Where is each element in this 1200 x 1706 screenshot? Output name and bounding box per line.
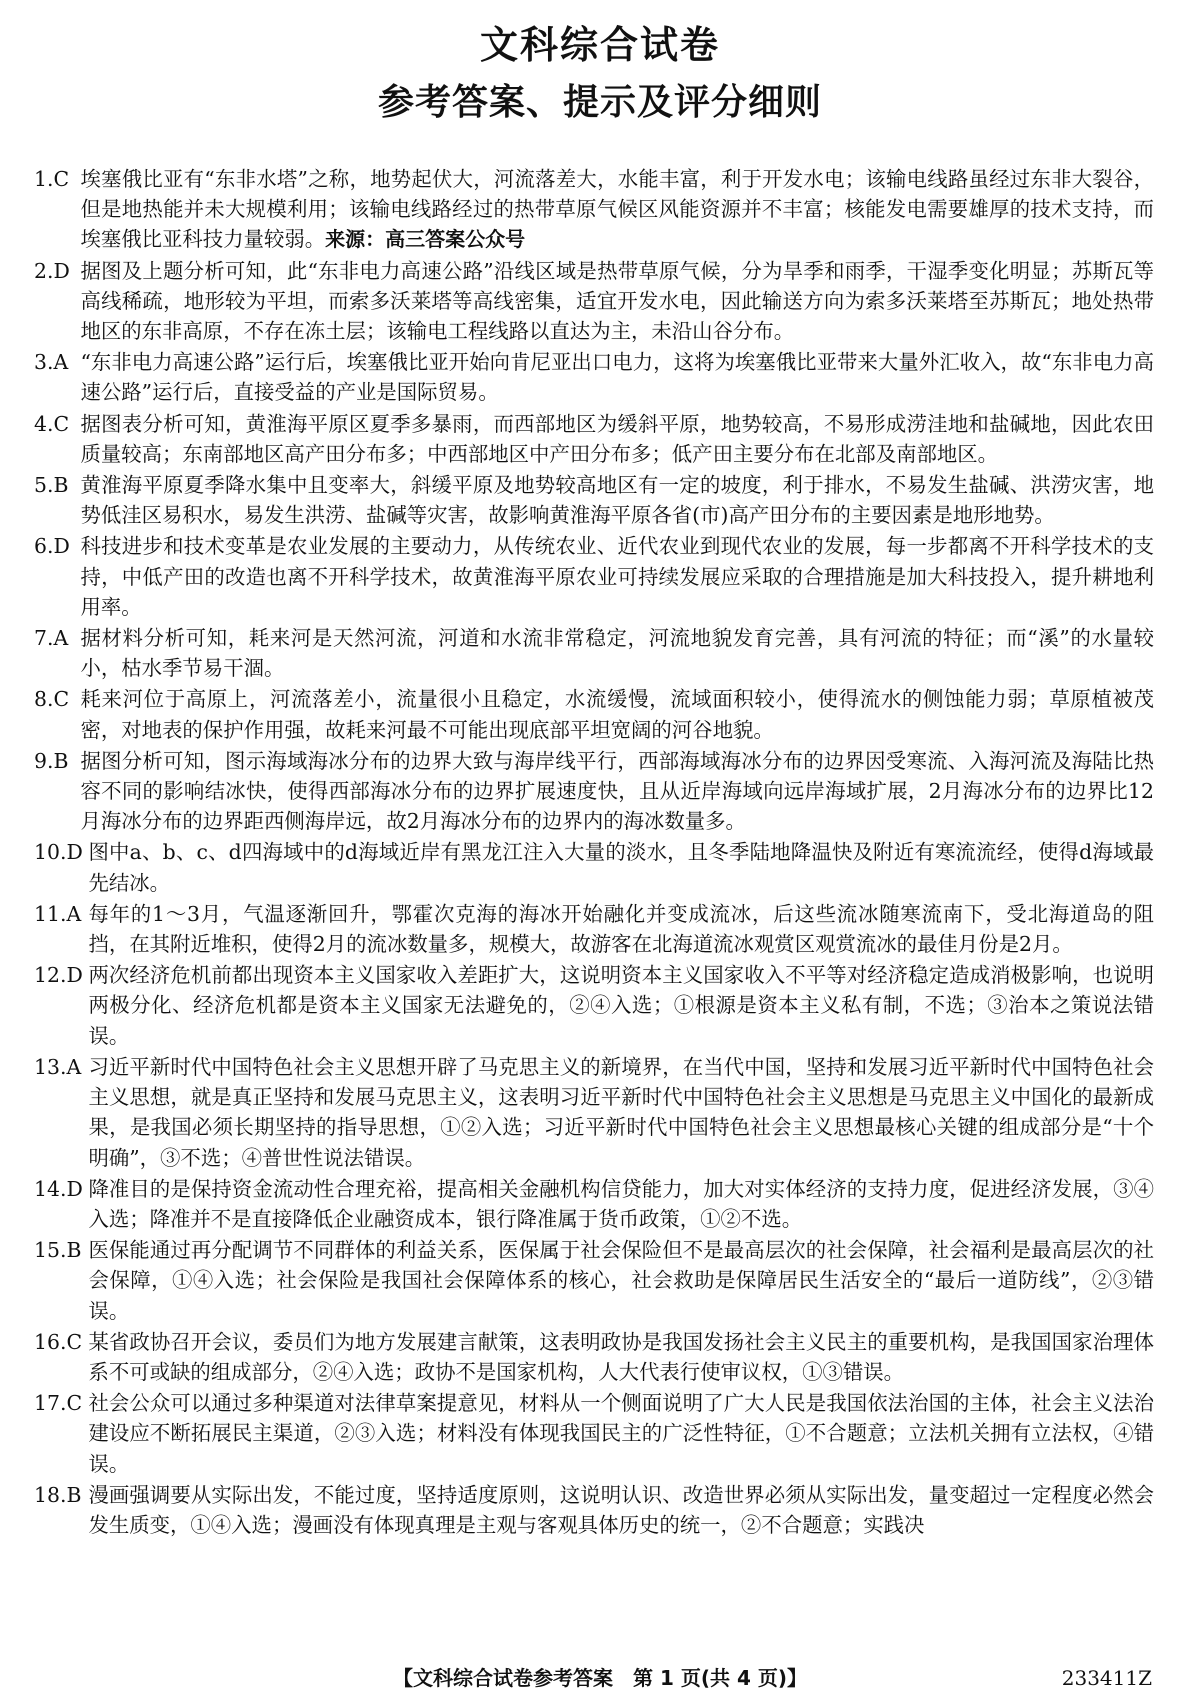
- source-note: 来源：高三答案公众号: [325, 227, 526, 252]
- page-title: 文科综合试卷: [479, 23, 720, 67]
- answer-item: [34, 164, 1154, 255]
- answer-letter: B: [53, 473, 69, 498]
- answer-text: 习近平新时代中国特色社会主义思想开辟了马克思主义的新境界，在当代中国，坚持和发展习近平新时代中国特色社会主义思想，就是真正坚持和发展马克思主义，这表明习近平新时代中国特色社会主义思想是马克思主义中国化的最新成果，是我国必须长期坚持的指导思想，①②入选；习近平新时代中国特色社会主义思想最核心关键的组成部分是“十个明确”，③不选；④普世性说法错误。: [88, 1054, 1154, 1170]
- answer-explanation: [80, 256, 1154, 347]
- answer-letter: C: [66, 1391, 83, 1416]
- footer-code: 233411Z: [1061, 1666, 1152, 1690]
- answer-explanation: [88, 1480, 1154, 1540]
- answer-number: 6.: [34, 534, 54, 559]
- answer-explanation: [80, 746, 1154, 837]
- answer-letter: A: [66, 1054, 82, 1079]
- answer-explanation: [88, 960, 1154, 1051]
- answer-text: 医保能通过再分配调节不同群体的利益关系，医保属于社会保险但不是最高层次的社会保障，社会福利是最高层次的社会保障，①④入选；社会保险是我国社会保障体系的核心，社会救助是保障居民生活安全的“最后一道防线”，②③错误。: [88, 1238, 1154, 1323]
- answer-letter: D: [53, 258, 70, 283]
- answer-item: [34, 1174, 1154, 1234]
- answer-text: 科技进步和技术变革是农业发展的主要动力，从传统农业、近代农业到现代农业的发展，每一步都离不开科学技术的支持，中低产田的改造也离不开科学技术，故黄淮海平原农业可持续发展应采取的合理措施是加大科技投入，提升耕地利用率。: [80, 534, 1154, 619]
- answer-text: 据图及上题分析可知，此“东非电力高速公路”沿线区域是热带草原气候，分为旱季和雨季，干湿季变化明显；苏斯瓦等高线稀疏，地形较为平坦，而索多沃莱塔等高线密集，适宜开发水电，因此输送方向为索多沃莱塔至苏斯瓦；地处热带地区的东非高原，不存在冻土层；该输电工程线路以直达为主，未沿山谷分布。: [80, 258, 1154, 344]
- answer-text: 黄淮海平原夏季降水集中且变率大，斜缓平原及地势较高地区有一定的坡度，利于排水，不易发生盐碱、洪涝灾害，地势低洼区易积水，易发生洪涝、盐碱等灾害，故影响黄淮海平原各省(市)高产田分布的主要因素是地形地势。: [80, 473, 1154, 528]
- answer-item: [34, 347, 1154, 407]
- answer-number: 1.: [34, 167, 54, 191]
- answer-text: 图中a、b、c、d四海域中的d海域近岸有黑龙江注入大量的淡水，且冬季陆地降温快及附近有寒流流经，使得d海域最先结冰。: [88, 840, 1154, 895]
- answer-explanation: [88, 899, 1154, 959]
- answer-text: “东非电力高速公路”运行后，埃塞俄比亚开始向肯尼亚出口电力，这将为埃塞俄比亚带来大量外汇收入，故“东非电力高速公路”运行后，直接受益的产业是国际贸易。: [80, 350, 1154, 405]
- answer-item: [34, 960, 1154, 1051]
- answer-item: [34, 837, 1154, 897]
- answer-text: 某省政协召开会议，委员们为地方发展建言献策，这表明政协是我国发扬社会主义民主的重要机构，是我国国家治理体系不可或缺的组成部分，②④入选；政协不是国家机构，人大代表行使审议权，①③错误。: [88, 1329, 1154, 1384]
- answer-number: 3.: [34, 350, 54, 375]
- page-subtitle: 参考答案、提示及评分细则: [377, 82, 822, 123]
- answer-number: 4.: [34, 411, 54, 436]
- answer-item: [34, 1388, 1154, 1479]
- answer-text: 埃塞俄比亚有“东非水塔”之称，地势起伏大，河流落差大，水能丰富，利于开发水电；该输电线路虽经过东非大裂谷，但是地热能并未大规模利用；该输电线路经过的热带草原气候区风能资源并不丰富；核能发电需要雄厚的技术支持，而埃塞俄比亚科技力量较弱。: [80, 167, 1154, 252]
- answer-item: [34, 1327, 1154, 1387]
- answer-explanation: [88, 837, 1154, 897]
- answer-letter: A: [53, 626, 69, 651]
- answer-number: 15.: [34, 1238, 67, 1263]
- answer-number: 9.: [34, 748, 54, 773]
- answer-text: 耗来河位于高原上，河流落差小，流量很小且稳定，水流缓慢，流域面积较小，使得流水的侧蚀能力弱；草原植被茂密，对地表的保护作用强，故耗来河最不可能出现底部平坦宽阔的河谷地貌。: [80, 687, 1154, 742]
- answer-letter: D: [66, 963, 83, 988]
- answer-item: [34, 1235, 1154, 1326]
- answer-letter: B: [53, 748, 69, 773]
- answer-item: [34, 899, 1154, 959]
- answer-letter: A: [66, 901, 82, 926]
- answer-item: [34, 531, 1154, 622]
- answer-list: [34, 164, 1154, 1541]
- answer-number: 13.: [34, 1054, 67, 1079]
- answer-number: 18.: [34, 1482, 67, 1507]
- answer-number: 2.: [34, 258, 54, 283]
- answer-number: 10.: [34, 840, 67, 865]
- answer-item: [34, 1052, 1154, 1173]
- answer-number: 11.: [34, 901, 67, 926]
- answer-letter: B: [66, 1238, 82, 1263]
- answer-number: 8.: [34, 687, 54, 712]
- answer-item: [34, 1480, 1154, 1540]
- answer-number: 17.: [34, 1391, 67, 1416]
- answer-explanation: [88, 1388, 1154, 1479]
- answer-number: 16.: [34, 1329, 67, 1354]
- answer-number: 5.: [34, 473, 54, 498]
- answer-letter: C: [66, 1329, 83, 1354]
- answer-explanation: [80, 164, 1154, 255]
- answer-letter: D: [66, 1176, 83, 1201]
- answer-number: 12.: [34, 963, 67, 988]
- answer-item: [34, 746, 1154, 837]
- answer-text: 漫画强调要从实际出发，不能过度，坚持适度原则，这说明认识、改造世界必须从实际出发，量变超过一定程度必然会发生质变，①④入选；漫画没有体现真理是主观与客观具体历史的统一，②不合题意；实践决: [88, 1482, 1154, 1537]
- page-header: [0, 0, 1200, 128]
- answer-letter: D: [66, 840, 83, 865]
- answer-number: 7.: [34, 626, 54, 651]
- answer-explanation: [88, 1174, 1154, 1234]
- answer-explanation: [80, 531, 1154, 622]
- answer-number: 14.: [34, 1176, 67, 1201]
- answer-explanation: [80, 623, 1154, 683]
- answer-explanation: [88, 1327, 1154, 1387]
- answer-letter: C: [53, 411, 70, 436]
- answer-text: 降准目的是保持资金流动性合理充裕，提高相关金融机构信贷能力，加大对实体经济的支持力度，促进经济发展，③④入选；降准并不是直接降低企业融资成本，银行降准属于货币政策，①②不选。: [88, 1176, 1154, 1231]
- answer-item: [34, 684, 1154, 744]
- answer-explanation: [80, 409, 1154, 469]
- answer-letter: B: [66, 1482, 82, 1507]
- answer-explanation: [80, 470, 1154, 530]
- answer-explanation: [80, 347, 1154, 407]
- answer-text: 据材料分析可知，耗来河是天然河流，河道和水流非常稳定，河流地貌发育完善，具有河流的特征；而“溪”的水量较小，枯水季节易干涸。: [80, 626, 1154, 681]
- answer-letter: D: [53, 534, 70, 559]
- answer-item: [34, 470, 1154, 530]
- answer-text: 每年的1～3月，气温逐渐回升，鄂霍次克海的海冰开始融化并变成流冰，后这些流冰随寒流南下，受北海道岛的阻挡，在其附近堆积，使得2月的流冰数量多，规模大，故游客在北海道流冰观赏区观赏流冰的最佳月份是2月。: [88, 901, 1154, 957]
- answer-text: 社会公众可以通过多种渠道对法律草案提意见，材料从一个侧面说明了广大人民是我国依法治国的主体，社会主义法治建设应不断拓展民主渠道，②③入选；材料没有体现我国民主的广泛性特征，①不合题意；立法机关拥有立法权，④错误。: [88, 1391, 1154, 1476]
- footer-page-info: 【文科综合试卷参考答案 第 1 页(共 4 页)】: [393, 1666, 807, 1690]
- answer-explanation: [88, 1052, 1154, 1173]
- answer-item: [34, 409, 1154, 469]
- answer-text: 据图表分析可知，黄淮海平原区夏季多暴雨，而西部地区为缓斜平原，地势较高，不易形成涝洼地和盐碱地，因此农田质量较高；东南部地区高产田分布多；中西部地区中产田分布多；低产田主要分布在北部及南部地区。: [80, 411, 1154, 466]
- answer-letter: C: [53, 167, 70, 191]
- answer-explanation: [80, 684, 1154, 744]
- answer-item: [34, 623, 1154, 683]
- answer-text: 两次经济危机前都出现资本主义国家收入差距扩大，这说明资本主义国家收入不平等对经济稳定造成消极影响，也说明两极分化、经济危机都是资本主义国家无法避免的，②④入选；①根源是资本主义私有制，不选；③治本之策说法错误。: [88, 963, 1154, 1048]
- answer-text: 据图分析可知，图示海域海冰分布的边界大致与海岸线平行，西部海域海冰分布的边界因受寒流、入海河流及海陆比热容不同的影响结冰快，使得西部海冰分布的边界扩展速度快，且从近岸海域向远岸海域扩展，2月海冰分布的边界比12月海冰分布的边界距西侧海岸远，故2月海冰分布的边界内的海冰数量多。: [80, 748, 1154, 834]
- answer-letter: A: [53, 350, 69, 375]
- answer-letter: C: [53, 687, 70, 712]
- answer-explanation: [88, 1235, 1154, 1326]
- answer-item: [34, 256, 1154, 347]
